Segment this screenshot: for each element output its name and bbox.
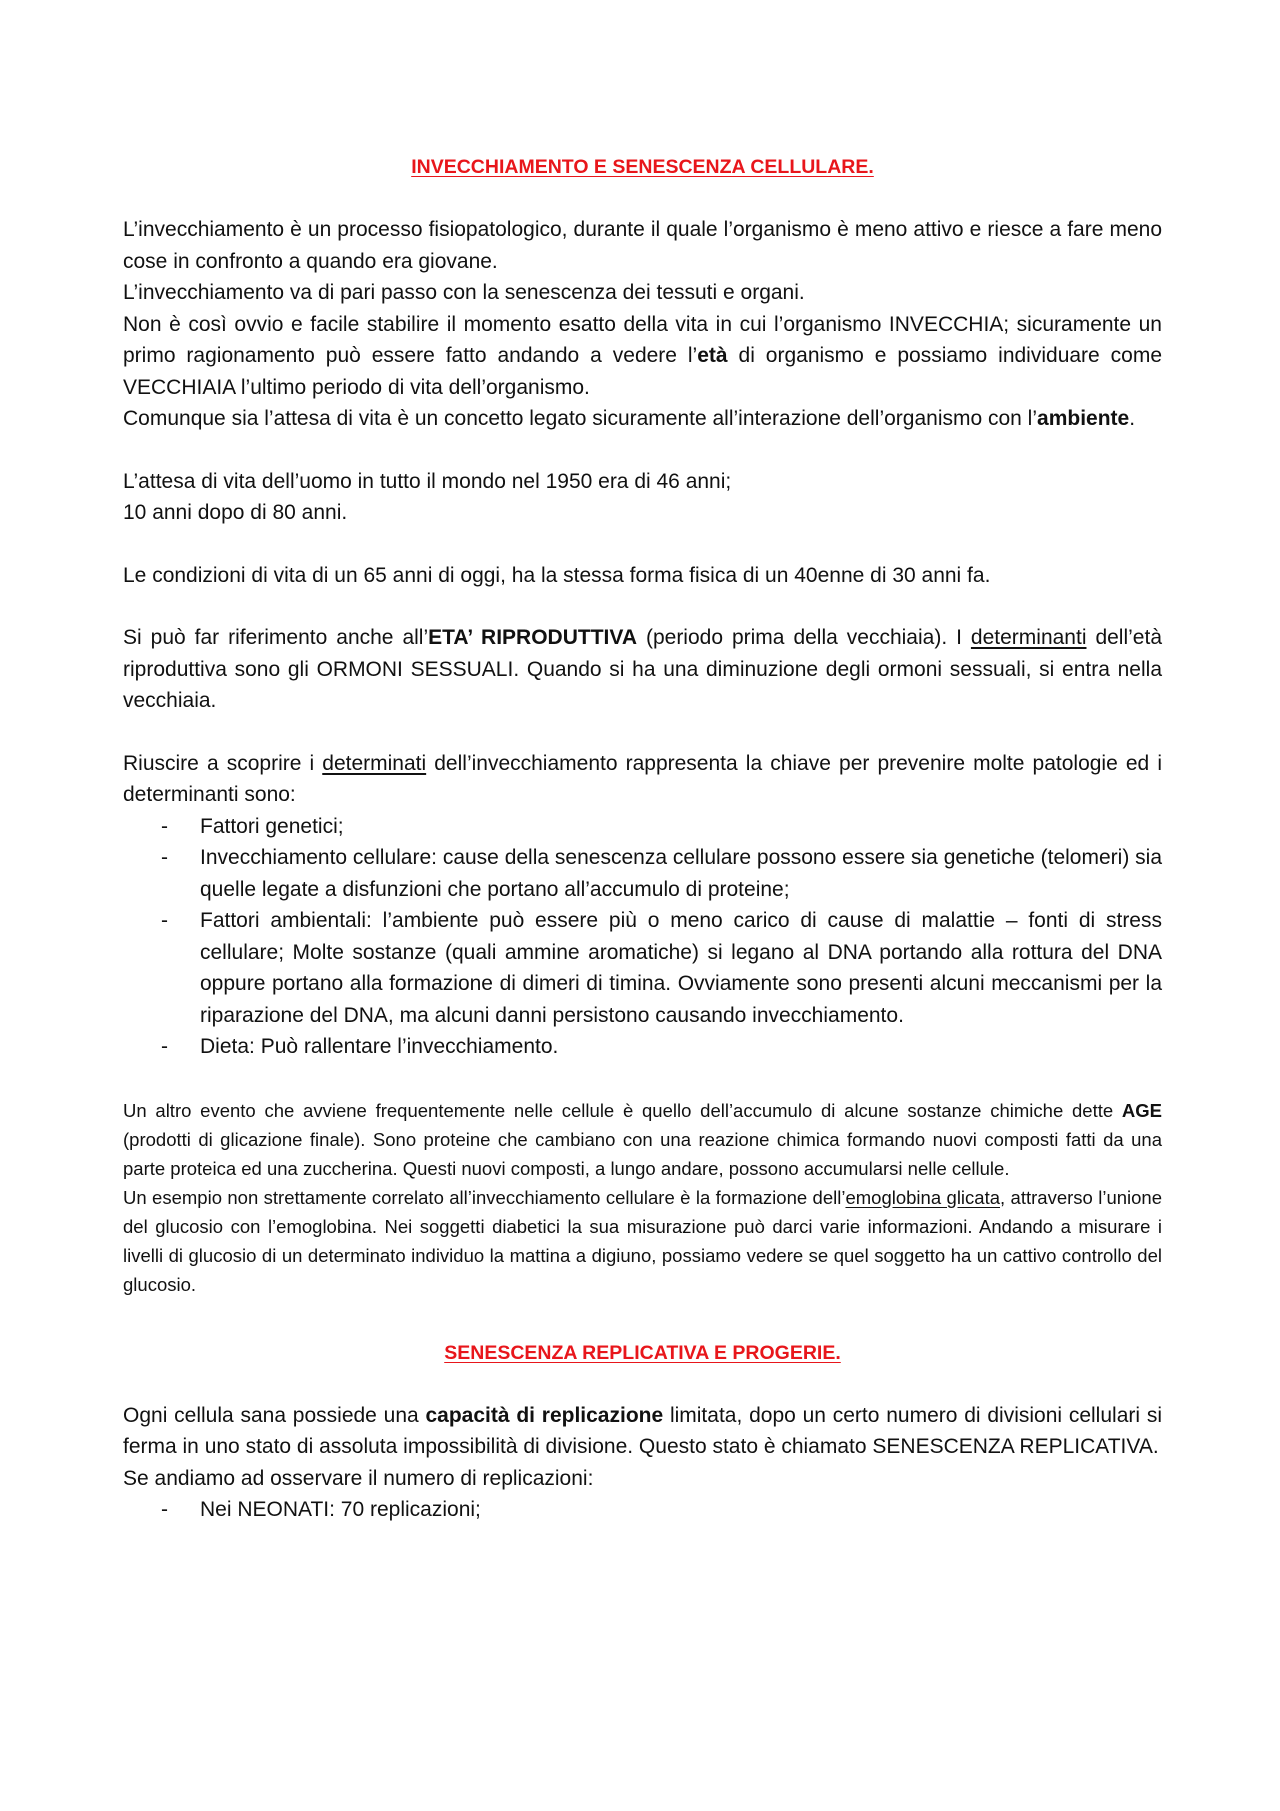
paragraph-life-expectancy-1950: L’attesa di vita dell’uomo in tutto il mondo nel 1950 era di 46 anni; [123, 469, 732, 493]
paragraph-replication-count-intro: Se andiamo ad osservare il numero di replicazioni: [123, 1466, 594, 1490]
spacer [123, 1063, 1162, 1096]
paragraph-glycated-hemoglobin: Un esempio non strettamente correlato all’invecchiamento cellulare è la formazione dell’emoglobina glicata, attraverso l’unione del glucosio con l’emoglobina. Nei soggetti diabetici la sua misurazione può darci varie informazioni. Andando a misurare i livelli di glucosio di un determinato individuo la mattina a digiuno, possiamo vedere se quel soggetto ha un cattivo controllo del glucosio. [123, 1186, 1162, 1295]
section-title-senescenza-replicativa: SENESCENZA REPLICATIVA E PROGERIE. [444, 1341, 841, 1364]
bold-capacita-replicazione: capacità di replicazione [425, 1403, 664, 1427]
determinants-list [123, 811, 1162, 1063]
paragraph-environment: Comunque sia l’attesa di vita è un concetto legato sicuramente all’interazione dell’organismo con l’ambiente. [123, 407, 1136, 430]
paragraph-definition: L’invecchiamento è un processo fisiopatologico, durante il quale l’organismo è meno attivo e riesce a fare meno cose in confronto a quando era giovane. [123, 218, 1162, 273]
spacer [123, 529, 1162, 560]
spacer [123, 591, 1162, 622]
spacer [123, 435, 1162, 466]
paragraph-determinants-intro: Riuscire a scoprire i determinati dell’invecchiamento rappresenta la chiave per prevenire molte patologie ed i determinanti sono: [123, 751, 1162, 806]
paragraph-age-accumulation: Un altro evento che avviene frequentemente nelle cellule è quello dell’accumulo di alcune sostanze chimiche dette AGE (prodotti di glicazione finale). Sono proteine che cambiano con una reazione chimica formando nuovi composti fatti da una parte proteica ed una zuccherina. Questi nuovi composti, a lungo andare, possono accumularsi nelle cellule. [123, 1099, 1162, 1179]
bold-eta-riproduttiva: ETA’ RIPRODUTTIVA [428, 626, 637, 649]
underlined-emoglobina-glicata: emoglobina glicata [845, 1186, 1001, 1208]
underlined-determinanti: determinanti [970, 626, 1087, 649]
bold-ambiente: ambiente [1037, 407, 1130, 430]
underlined-determinati: determinati [322, 751, 427, 775]
list-item: - Fattori genetici; [165, 811, 1162, 843]
paragraph-replication-capacity: Ogni cellula sana possiede una capacità di replicazione limitata, dopo un certo numero di divisioni cellulari si ferma in uno stato di assoluta impossibilità di divisione. Questo stato è chiamato SENESCENZA REPLICATIVA. [123, 1403, 1162, 1458]
paragraph-living-conditions: Le condizioni di vita di un 65 anni di oggi, ha la stessa forma fisica di un 40enne di 30 anni fa. [123, 563, 991, 587]
list-item: - Nei NEONATI: 70 replicazioni; [165, 1494, 1162, 1526]
list-item: - Dieta: Può rallentare l’invecchiamento. [165, 1031, 1162, 1063]
bold-eta: età [697, 344, 728, 367]
list-item: - Fattori ambientali: l’ambiente può essere più o meno carico di cause di malattie – fonti di stress cellulare; Molte sostanze (quali ammine aromatiche) si legano al DNA portando alla rottura del DNA oppure portano alla formazione di dimeri di timina. Ovviamente sono presenti alcuni meccanismi per la riparazione del DNA, ma alcuni danni persistono causando invecchiamento. [165, 905, 1162, 1031]
paragraph-senescence-link: L’invecchiamento va di pari passo con la senescenza dei tessuti e organi. [123, 281, 805, 304]
list-item: - Invecchiamento cellulare: cause della senescenza cellulare possono essere sia genetiche (telomeri) sia quelle legate a disfunzioni che portano all’accumulo di proteine; [165, 842, 1162, 905]
paragraph-life-expectancy-later: 10 anni dopo di 80 anni. [123, 501, 348, 524]
paragraph-old-age: Non è così ovvio e facile stabilire il momento esatto della vita in cui l’organismo INVECCHIA; sicuramente un primo ragionamento può essere fatto andando a vedere l’età di organismo e possiamo individuare come VECCHIAIA l’ultimo periodo di vita dell’organismo. [123, 312, 1163, 399]
bold-age: AGE [1121, 1099, 1162, 1121]
paragraph-reproductive-age: Si può far riferimento anche all’ETA’ RIPRODUTTIVA (periodo prima della vecchiaia). I determinanti dell’età riproduttiva sono gli ORMONI SESSUALI. Quando si ha una diminuzione degli ormoni sessuali, si entra nella vecchiaia. [123, 626, 1162, 712]
section-title-invecchiamento: INVECCHIAMENTO E SENESCENZA CELLULARE. [411, 156, 874, 178]
replication-list [123, 1494, 1162, 1526]
spacer [123, 717, 1162, 748]
